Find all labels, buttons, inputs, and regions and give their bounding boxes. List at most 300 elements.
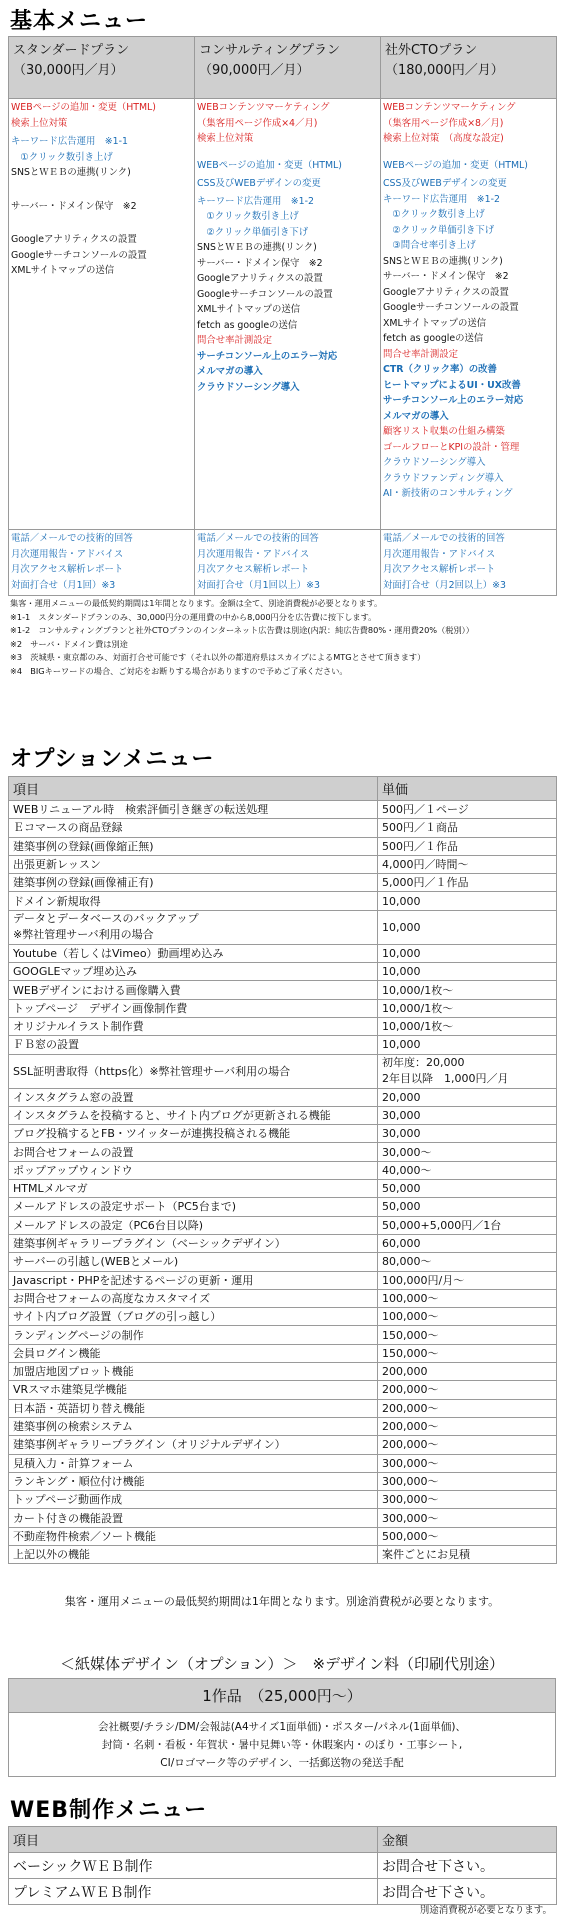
plan-feature: ①クリック数引き上げ	[11, 151, 113, 163]
option-item	[9, 1545, 378, 1563]
option-item-text: Ｅコマースの商品登録	[13, 821, 123, 835]
option-item-text: ポップアップウィンドウ	[13, 1163, 133, 1177]
plan-feature: サーチコンソール上のエラー対応	[197, 350, 338, 362]
option-row	[9, 874, 557, 892]
plan-feature: Googleアナリティクスの設置	[197, 273, 323, 284]
option-price	[378, 1088, 557, 1106]
web-row	[9, 1853, 557, 1879]
option-price	[378, 1472, 557, 1490]
option-item	[9, 1436, 378, 1454]
option-row	[9, 963, 557, 981]
option-item	[9, 1326, 378, 1344]
option-item-text: 建築事例の検索システム	[13, 1420, 133, 1434]
option-item	[9, 1289, 378, 1307]
paper-design-box	[8, 1678, 556, 1777]
option-item-text: 建築事例ギャラリープラグイン（オリジナルデザイン）	[13, 1438, 286, 1452]
option-price-text: 200,000～	[382, 1438, 439, 1452]
option-row	[9, 1180, 557, 1198]
option-row	[9, 1308, 557, 1326]
plan-feature: サーバー・ドメイン保守 ※2	[197, 257, 323, 269]
option-item-text: ※弊社管理サーバ利用の場合	[13, 928, 154, 942]
paper-design-price: 1作品 （25,000円～）	[9, 1679, 555, 1713]
option-item	[9, 1054, 378, 1088]
option-price	[378, 963, 557, 981]
option-price-text: 200,000～	[382, 1383, 439, 1397]
paper-design-title: ＜紙媒体デザイン（オプション）＞ ※デザイン料（印刷代別途）	[59, 1655, 505, 1673]
option-row	[9, 1491, 557, 1509]
plan-feature: 問合せ率計測設定	[383, 348, 459, 360]
option-price	[378, 1198, 557, 1216]
basic-menu-title: 基本メニュー	[10, 9, 149, 34]
plan-feature: fetch as googleの送信	[197, 319, 298, 331]
option-item	[9, 1417, 378, 1435]
option-price-text: 500円／１作品	[382, 839, 458, 853]
option-price-text: 30,000	[382, 1127, 421, 1141]
plan-header-consulting: コンサルティングプラン （90,000円／月）	[195, 37, 381, 99]
plan-feature: （集客用ページ作成×4／月)	[197, 117, 318, 129]
option-row	[9, 1326, 557, 1344]
option-row	[9, 1545, 557, 1563]
plan-support-item: 対面打合せ（月2回以上）※3	[383, 579, 506, 591]
plan-support-consulting	[195, 530, 381, 596]
option-price-text: 500円／１ページ	[382, 803, 469, 817]
option-item	[9, 910, 378, 944]
option-item-text: トップページ デザイン画像制作費	[13, 1001, 188, 1015]
option-item	[9, 1216, 378, 1234]
option-row	[9, 1363, 557, 1381]
option-item-text: HTMLメルマガ	[13, 1182, 88, 1196]
option-row	[9, 1271, 557, 1289]
note-line: ※1-1 スタンダードプランのみ、30,000円分の運用費の中から8,000円分を広告費に按下します。	[10, 611, 377, 622]
option-item-text: お問合せフォームの高度なカスタマイズ	[13, 1291, 211, 1305]
plan-feature: CSS及びWEBデザインの変更	[197, 178, 321, 189]
option-item	[9, 1017, 378, 1035]
web-header-item: 項目	[9, 1827, 378, 1853]
option-item	[9, 1308, 378, 1326]
plan-feature: XMLサイトマップの送信	[11, 265, 115, 276]
plan-feature: メルマガの導入	[383, 410, 449, 422]
option-price-text: 50,000+5,000円／1台	[382, 1218, 502, 1232]
option-item-text: 建築事例の登録(画像縮正無)	[13, 839, 154, 853]
option-price-text: 100,000～	[382, 1291, 439, 1305]
plan-feature: サーバー・ドメイン保守 ※2	[383, 271, 509, 282]
option-item	[9, 874, 378, 892]
option-row	[9, 819, 557, 837]
option-price	[378, 1491, 557, 1509]
option-price	[378, 1143, 557, 1161]
option-item	[9, 999, 378, 1017]
option-row	[9, 855, 557, 873]
basic-notes	[10, 597, 558, 678]
option-price-text: 300,000～	[382, 1493, 439, 1507]
option-item-text: データとデータベースのバックアップ	[13, 912, 199, 926]
option-item	[9, 1491, 378, 1509]
plan-support-item: 月次運用報告・アドバイス	[197, 548, 310, 560]
option-item	[9, 1125, 378, 1143]
option-item	[9, 819, 378, 837]
web-menu-title: WEB制作メニュー	[10, 1798, 208, 1823]
option-item-text: メールアドレスの設定サポート（PC5台まで)	[13, 1200, 237, 1214]
option-price-text: 30,000～	[382, 1145, 432, 1159]
option-item	[9, 1344, 378, 1362]
option-item-text: ランキング・順位付け機能	[13, 1474, 145, 1488]
option-row	[9, 1289, 557, 1307]
note-line: ※1-2 コンサルティングプランと社外CTOプランのインターネット広告費は別途(内訳：純広告費80%・運用費20%（税別））	[10, 625, 474, 635]
basic-plan-table	[8, 36, 557, 596]
option-row	[9, 1234, 557, 1252]
option-price	[378, 1289, 557, 1307]
option-item-text: 上記以外の機能	[13, 1548, 90, 1562]
option-row	[9, 1527, 557, 1545]
option-price-text: 5,000円／１作品	[382, 876, 469, 890]
option-row	[9, 1509, 557, 1527]
option-item-text: ドメイン新規取得	[13, 894, 101, 908]
option-item	[9, 1381, 378, 1399]
option-row	[9, 1036, 557, 1054]
plan-feature: キーワード広告運用 ※1-2	[197, 195, 314, 207]
option-price-text: 500円／１商品	[382, 821, 458, 835]
option-item	[9, 1271, 378, 1289]
option-item-text: ブログ投稿するとFB・ツイッターが連携投稿される機能	[13, 1127, 291, 1141]
option-price	[378, 819, 557, 837]
option-item	[9, 1198, 378, 1216]
option-price-text: 300,000～	[382, 1511, 439, 1525]
plan-feature: Googleサーチコンソールの設置	[11, 249, 147, 261]
plan-feature: クラウドソーシング導入	[197, 381, 300, 393]
option-price	[378, 801, 557, 819]
option-row	[9, 1381, 557, 1399]
plan-feature: メルマガの導入	[197, 366, 263, 377]
plan-feature: ②クリック単価引き下げ	[197, 226, 309, 238]
option-row	[9, 1472, 557, 1490]
option-price-text: 10,000/1枚～	[382, 1001, 454, 1015]
web-price: お問合せ下さい。	[378, 1879, 557, 1905]
option-row	[9, 1417, 557, 1435]
plan-feature: Googleサーチコンソールの設置	[383, 302, 519, 313]
plan-header-cto: 社外CTOプラン （180,000円／月）	[381, 37, 557, 99]
option-item	[9, 1399, 378, 1417]
option-price-text: 200,000～	[382, 1401, 439, 1415]
plan-feature: XMLサイトマップの送信	[383, 317, 487, 329]
option-item	[9, 981, 378, 999]
note-line: ※3 茨城県・東京都のみ、対面打合せ可能です（それ以外の都道府県はスカイプによるMTGとさせて頂きます）	[10, 652, 426, 662]
option-item	[9, 801, 378, 819]
web-footnote: 別途消費税が必要となります。	[419, 1905, 552, 1916]
plan-feature: Googleアナリティクスの設置	[383, 286, 509, 298]
plan-support-standard	[9, 530, 195, 596]
plan-feature: WEBコンテンツマーケティング	[197, 102, 330, 113]
option-item	[9, 837, 378, 855]
option-row	[9, 1399, 557, 1417]
option-row	[9, 1253, 557, 1271]
plan-header-standard: スタンダードプラン （30,000円／月）	[9, 37, 195, 99]
plan-support-item: 月次アクセス解析レポート	[11, 564, 124, 575]
option-row	[9, 1436, 557, 1454]
plan-feature: ヒートマップによるUI・UX改善	[383, 379, 521, 391]
option-price-text: 500,000～	[382, 1529, 439, 1543]
web-item: プレミアムＷＥＢ制作	[9, 1879, 378, 1905]
option-row	[9, 801, 557, 819]
option-price-text: 150,000～	[382, 1346, 439, 1360]
option-price	[378, 910, 557, 944]
option-item-text: 出張更新レッスン	[13, 858, 101, 872]
plan-support-item: 月次アクセス解析レポート	[383, 564, 496, 575]
option-price-text: 10,000	[382, 894, 421, 908]
option-price-text: 10,000	[382, 920, 421, 934]
option-price-text: 2年目以降 1,000円／月	[382, 1072, 509, 1086]
option-price	[378, 1308, 557, 1326]
plan-feature: CSS及びWEBデザインの変更	[383, 178, 507, 189]
option-item	[9, 1253, 378, 1271]
option-row	[9, 1216, 557, 1234]
option-price-text: 60,000	[382, 1237, 421, 1251]
plan-feature: クラウドファンディング導入	[383, 472, 504, 484]
plan-features-consulting	[195, 99, 381, 530]
plan-support-item: 対面打合せ（月1回）※3	[11, 579, 116, 591]
option-price-text: 80,000～	[382, 1255, 432, 1269]
web-price: お問合せ下さい。	[378, 1853, 557, 1879]
option-price	[378, 1454, 557, 1472]
option-item-text: 不動産物件検索／ソート機能	[13, 1529, 156, 1543]
option-price-text: 10,000	[382, 946, 421, 960]
plan-feature: Googleサーチコンソールの設置	[197, 288, 333, 300]
option-item-text: GOOGLEマップ埋め込み	[13, 965, 138, 979]
option-price	[378, 1509, 557, 1527]
option-item-text: メールアドレスの設定（PC6台目以降)	[13, 1218, 204, 1232]
option-price	[378, 981, 557, 999]
option-item	[9, 1143, 378, 1161]
option-item-text: サーバーの引越し(WEBとメール)	[13, 1255, 179, 1269]
option-row	[9, 944, 557, 962]
option-note: 集客・運用メニューの最低契約期間は1年間となります。別途消費税が必要となります。	[64, 1595, 500, 1608]
plan-features-cto	[381, 99, 557, 530]
note-line: 集客・運用メニューの最低契約期間は1年間となります。金額は全て、別途消費税が必要となります。	[10, 598, 383, 608]
option-item-text: インスタグラム窓の設置	[13, 1090, 134, 1104]
option-price-text: 40,000～	[382, 1163, 432, 1177]
option-price	[378, 1344, 557, 1362]
option-price-text: 初年度：20,000	[382, 1056, 465, 1070]
option-table	[8, 776, 557, 1564]
option-item-text: Youtube（若しくはVimeo）動画埋め込み	[13, 946, 224, 960]
plan-support-item: 対面打合せ（月1回以上）※3	[197, 579, 320, 591]
plan-feature: サーチコンソール上のエラー対応	[383, 395, 524, 406]
option-price	[378, 1417, 557, 1435]
option-item-text: ランディングページの制作	[13, 1328, 144, 1342]
plan-feature: ②クリック単価引き下げ	[383, 224, 495, 236]
option-price	[378, 944, 557, 962]
option-price-text: 300,000～	[382, 1456, 439, 1470]
option-item	[9, 1234, 378, 1252]
option-price	[378, 1125, 557, 1143]
note-line: ※2 サーバ・ドメイン費は別途	[10, 638, 128, 649]
option-row	[9, 981, 557, 999]
plan-support-item: 月次運用報告・アドバイス	[383, 548, 496, 560]
option-row	[9, 1125, 557, 1143]
option-item-text: インスタグラムを投稿すると、サイト内ブログが更新される機能	[13, 1109, 331, 1122]
plan-feature: 顧客リスト収集の仕組み構築	[383, 426, 505, 437]
option-item	[9, 855, 378, 873]
plan-feature: ③問合せ率引き上げ	[383, 240, 476, 251]
option-price	[378, 1527, 557, 1545]
option-price-text: 10,000/1枚～	[382, 983, 454, 997]
plan-feature: サーバー・ドメイン保守 ※2	[11, 200, 137, 212]
option-item	[9, 892, 378, 910]
option-item-text: サイト内ブログ設置（ブログの引っ越し）	[13, 1310, 222, 1324]
option-row	[9, 1054, 557, 1088]
plan-feature: SNSとＷＥＢの連携(リンク)	[197, 242, 317, 253]
option-item	[9, 1161, 378, 1179]
option-row	[9, 892, 557, 910]
plan-support-item: 電話／メールでの技術的回答	[197, 533, 319, 544]
option-item-text: WEBデザインにおける画像購入費	[13, 983, 181, 997]
option-price	[378, 837, 557, 855]
option-row	[9, 837, 557, 855]
option-item-text: 加盟店地図プロット機能	[13, 1365, 134, 1379]
option-price	[378, 1399, 557, 1417]
plan-feature: AI・新技術のコンサルティング	[383, 488, 513, 499]
option-item-text: WEBリニューアル時 検索評価引き継ぎの転送処理	[13, 803, 269, 817]
plan-feature: WEBコンテンツマーケティング	[383, 102, 516, 113]
option-row	[9, 1143, 557, 1161]
option-row	[9, 1198, 557, 1216]
option-row	[9, 1088, 557, 1106]
plan-features-standard	[9, 99, 195, 530]
plan-feature: SNSとＷＥＢの連携(リンク)	[11, 167, 131, 178]
option-price	[378, 1180, 557, 1198]
plan-support-item: 月次アクセス解析レポート	[197, 564, 310, 575]
plan-feature: 検索上位対策	[11, 117, 68, 129]
option-row	[9, 1344, 557, 1362]
plan-feature: WEBページの追加・変更（HTML)	[197, 159, 342, 171]
plan-support-cto	[381, 530, 557, 596]
option-item-text: 見積入力・計算フォーム	[13, 1456, 134, 1470]
option-price	[378, 1106, 557, 1124]
option-item-text: 建築事例ギャラリープラグイン（ベーシックデザイン）	[13, 1237, 286, 1251]
option-price-text: 30,000	[382, 1109, 421, 1122]
option-price-text: 150,000～	[382, 1328, 439, 1342]
option-price-text: 50,000	[382, 1200, 421, 1214]
plan-feature: ゴールフローとKPIの設計・管理	[383, 441, 520, 453]
note-line: ※4 BIGキーワードの場合、ご対応をお断りする場合がありますので予めご了承ください。	[10, 665, 348, 676]
option-item	[9, 1180, 378, 1198]
option-item-text: ＦＢ窓の設置	[13, 1038, 79, 1052]
option-price	[378, 1234, 557, 1252]
plan-feature: キーワード広告運用 ※1-2	[383, 193, 500, 205]
plan-support-item: 月次運用報告・アドバイス	[11, 548, 124, 560]
option-header-item: 項目	[9, 777, 378, 801]
plan-feature: （集客用ページ作成×8／月)	[383, 117, 504, 129]
option-price-text: 10,000	[382, 965, 421, 979]
option-item-text: 建築事例の登録(画像補正有)	[13, 876, 154, 890]
option-item	[9, 963, 378, 981]
plan-feature: 問合せ率計測設定	[197, 335, 273, 346]
option-price-text: 50,000	[382, 1182, 421, 1196]
option-price	[378, 1381, 557, 1399]
option-item	[9, 944, 378, 962]
option-price-text: 100,000円/月～	[382, 1273, 465, 1287]
option-item	[9, 1527, 378, 1545]
plan-feature: 検索上位対策 （高度な設定)	[383, 133, 504, 144]
option-price	[378, 1216, 557, 1234]
paper-design-line: 会社概要/チラシ/DM/会報誌(A4サイズ1面単価)・ポスター/パネル(1面単価)、	[97, 1721, 467, 1733]
option-row	[9, 1454, 557, 1472]
option-price	[378, 874, 557, 892]
web-item: ベーシックＷＥＢ制作	[9, 1853, 378, 1879]
web-row	[9, 1879, 557, 1905]
option-price	[378, 1326, 557, 1344]
option-price-text: 300,000～	[382, 1474, 439, 1488]
option-item	[9, 1036, 378, 1054]
plan-feature: XMLサイトマップの送信	[197, 304, 301, 315]
option-price	[378, 1271, 557, 1289]
web-table	[8, 1826, 557, 1905]
option-row	[9, 1161, 557, 1179]
plan-feature: fetch as googleの送信	[383, 333, 484, 344]
option-item-text: オリジナルイラスト制作費	[13, 1020, 144, 1034]
option-price-text: 4,000円／時間～	[382, 858, 469, 872]
option-price-text: 10,000	[382, 1038, 421, 1052]
option-item	[9, 1454, 378, 1472]
option-header-price: 単価	[378, 777, 557, 801]
option-item	[9, 1088, 378, 1106]
plan-support-item: 電話／メールでの技術的回答	[11, 533, 133, 544]
option-price	[378, 999, 557, 1017]
option-item	[9, 1472, 378, 1490]
option-price	[378, 1017, 557, 1035]
plan-feature: WEBページの追加・変更（HTML)	[11, 102, 156, 113]
option-item	[9, 1363, 378, 1381]
paper-design-line: CI/ロゴマーク等のデザイン、一括郵送物の発送手配	[160, 1757, 404, 1769]
option-row	[9, 1017, 557, 1035]
plan-feature: WEBページの追加・変更（HTML)	[383, 159, 528, 171]
option-row	[9, 910, 557, 944]
option-price-text: 200,000～	[382, 1420, 439, 1434]
option-item-text: お問合せフォームの設置	[13, 1145, 134, 1159]
option-item-text: トップページ動画作成	[13, 1493, 123, 1507]
paper-design-line: 封筒・名刺・看板・年賀状・暑中見舞い等・休暇案内・のぼり・工事シート,	[101, 1739, 463, 1751]
plan-feature: キーワード広告運用 ※1-1	[11, 136, 128, 147]
option-item	[9, 1106, 378, 1124]
option-item-text: 会員ログイン機能	[13, 1346, 101, 1360]
option-price-text: 10,000/1枚～	[382, 1020, 454, 1034]
option-price	[378, 1545, 557, 1563]
option-price	[378, 1363, 557, 1381]
option-item-text: Javascript・PHPを記述するページの更新・運用	[13, 1273, 254, 1287]
option-price	[378, 1054, 557, 1088]
option-price	[378, 1436, 557, 1454]
plan-support-item: 電話／メールでの技術的回答	[383, 533, 505, 544]
plan-feature: SNSとＷＥＢの連携(リンク)	[383, 255, 503, 267]
option-row	[9, 999, 557, 1017]
option-item-text: SSL証明書取得（https化）※弊社管理サーバ利用の場合	[13, 1064, 291, 1078]
option-item-text: 日本語・英語切り替え機能	[13, 1401, 145, 1415]
option-price	[378, 1161, 557, 1179]
option-price-text: 20,000	[382, 1090, 421, 1104]
plan-feature: クラウドソーシング導入	[383, 457, 486, 468]
option-price-text: 200,000	[382, 1365, 428, 1379]
option-price	[378, 892, 557, 910]
option-price	[378, 1253, 557, 1271]
option-price	[378, 1036, 557, 1054]
option-item-text: VRスマホ建築見学機能	[13, 1383, 127, 1397]
option-price-text: 100,000～	[382, 1310, 439, 1324]
option-menu-title: オプションメニュー	[10, 747, 215, 772]
plan-feature: CTR（クリック率）の改善	[383, 364, 497, 375]
option-price-text: 案件ごとにお見積	[382, 1548, 470, 1562]
plan-feature: 検索上位対策	[197, 133, 254, 144]
plan-feature: ①クリック数引き上げ	[197, 211, 299, 222]
plan-feature: ①クリック数引き上げ	[383, 209, 485, 220]
